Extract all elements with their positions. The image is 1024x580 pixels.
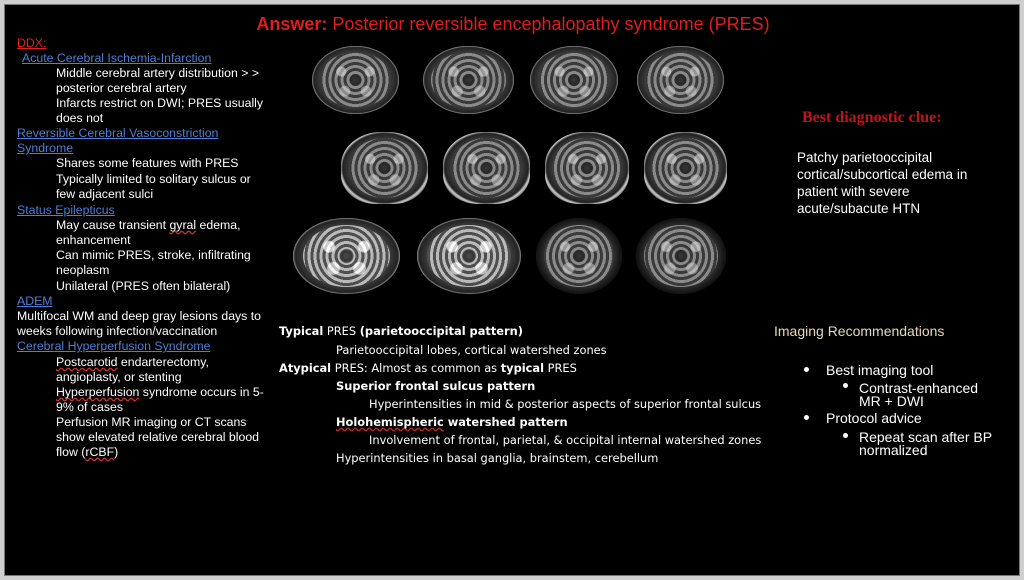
ddx-line <box>56 218 241 233</box>
bold-text: Typical <box>279 324 324 338</box>
bold-text: Atypical <box>279 361 332 375</box>
ddx-line: Shares some features with PRES <box>56 156 239 170</box>
slide <box>4 4 1020 576</box>
plain-text: PRES <box>544 361 577 375</box>
mri-contrast-enhanced-image <box>630 213 732 299</box>
bullet-icon <box>843 383 848 388</box>
ddx-line: angioplasty, or stenting <box>56 370 182 384</box>
ddx-line: posterior cerebral artery <box>56 81 187 95</box>
ddx-link-hyperperfusion[interactable]: Cerebral Hyperperfusion Syndrome <box>17 339 211 353</box>
mri-axial-flair-image <box>524 41 624 119</box>
ddx-link-rcvs-cont[interactable]: Syndrome <box>17 141 74 155</box>
mri-coronal-image <box>539 127 635 209</box>
plain-text: PRES <box>323 324 360 338</box>
mri-coronal-image <box>437 127 536 209</box>
clue-line: cortical/subcortical edema in <box>797 167 968 182</box>
ddx-line: 9% of cases <box>56 400 123 414</box>
ddx-text: endarterectomy, <box>117 355 209 369</box>
mri-axial-flair-image <box>306 41 405 119</box>
mri-coronal-image <box>335 127 434 209</box>
slide-title <box>5 14 1020 35</box>
ddx-text: syndrome occurs in 5- <box>139 385 264 399</box>
bullet-icon <box>804 415 809 420</box>
ddx-line: does not <box>56 111 104 125</box>
clue-line: Patchy parietooccipital <box>797 150 933 165</box>
ddx-text: flow ( <box>56 445 86 459</box>
ddx-text: May cause transient <box>56 218 170 232</box>
pattern-line: Hyperintensities in mid & posterior aspects of superior frontal sulcus <box>369 397 762 411</box>
spellcheck-word: rCBF <box>85 445 115 459</box>
ddx-line: weeks following infection/vaccination <box>17 324 218 338</box>
mri-coronal-image <box>638 127 733 209</box>
ddx-line: enhancement <box>56 233 131 247</box>
sfs-pattern-heading: Superior frontal sulcus pattern <box>336 379 536 393</box>
mri-axial-flair-image <box>631 41 730 119</box>
bold-text: typical <box>500 361 545 375</box>
typical-pattern-heading <box>279 322 523 340</box>
rec-item: Best imaging tool <box>826 362 934 378</box>
spellcheck-word: Hyperperfusion <box>56 385 140 399</box>
bullet-icon <box>843 433 848 438</box>
ddx-line: show elevated relative cerebral blood <box>56 430 260 444</box>
pattern-line: Involvement of frontal, parietal, & occipital internal watershed zones <box>369 433 762 447</box>
ddx-line: few adjacent sulci <box>56 187 154 201</box>
ddx-link-acute-ischemia[interactable]: Acute Cerebral Ischemia-Infarction <box>22 51 212 65</box>
rec-subitem: normalized <box>859 442 928 458</box>
ddx-line: Infarcts restrict on DWI; PRES usually <box>56 96 264 110</box>
bold-text: (parietooccipital pattern) <box>359 324 523 338</box>
ddx-line <box>56 385 264 400</box>
clue-line: acute/subacute HTN <box>797 201 921 216</box>
ddx-line: neoplasm <box>56 263 110 277</box>
atypical-pattern-heading <box>279 359 577 377</box>
pattern-line: Hyperintensities in basal ganglia, brainstem, cerebellum <box>336 451 659 465</box>
mri-adc-image <box>410 213 528 299</box>
rec-subitem: MR + DWI <box>859 393 924 409</box>
ddx-line: Perfusion MR imaging or CT scans <box>56 415 247 429</box>
ddx-text: edema, <box>196 218 241 232</box>
mri-axial-flair-image <box>417 41 520 119</box>
ddx-link-adem[interactable]: ADEM <box>17 294 53 308</box>
clue-line: patient with severe <box>797 184 910 199</box>
plain-text: PRES: Almost as common as <box>331 361 501 375</box>
bullet-icon <box>804 367 809 372</box>
bold-text: watershed pattern <box>443 415 568 429</box>
mri-swi-image <box>530 213 628 299</box>
answer-label: Answer: <box>256 14 328 34</box>
ddx-line <box>56 355 209 370</box>
ddx-line: Middle cerebral artery distribution > > <box>56 66 259 80</box>
rec-item: Protocol advice <box>826 410 922 426</box>
ddx-line: Multifocal WM and deep gray lesions days to <box>17 309 262 323</box>
spellcheck-word: Postcarotid <box>56 355 118 369</box>
rec-subitem: Repeat scan after BP <box>859 429 993 445</box>
pattern-line: Parietooccipital lobes, cortical watershed zones <box>336 343 607 357</box>
spellcheck-word: gyral <box>169 218 197 232</box>
ddx-text: ) <box>114 445 119 459</box>
ddx-line <box>56 445 118 460</box>
rec-subitem: Contrast-enhanced <box>859 380 979 396</box>
ddx-link-rcvs[interactable]: Reversible Cerebral Vasoconstriction <box>17 126 219 140</box>
mri-dwi-image <box>286 213 407 299</box>
spellcheck-word: Holohemispheric <box>336 415 444 429</box>
ddx-heading: DDX: <box>17 36 47 50</box>
clue-heading: Best diagnostic clue: <box>802 109 942 126</box>
ddx-link-status-epilepticus[interactable]: Status Epilepticus <box>17 203 115 217</box>
holo-pattern-heading <box>336 413 568 431</box>
imaging-recommendations-heading: Imaging Recommendations <box>774 323 945 339</box>
ddx-line: Unilateral (PRES often bilateral) <box>56 279 231 293</box>
answer-text: Posterior reversible encephalopathy syndrome (PRES) <box>327 14 770 34</box>
ddx-line: Typically limited to solitary sulcus or <box>56 172 251 186</box>
ddx-line: Can mimic PRES, stroke, infiltrating <box>56 248 251 262</box>
